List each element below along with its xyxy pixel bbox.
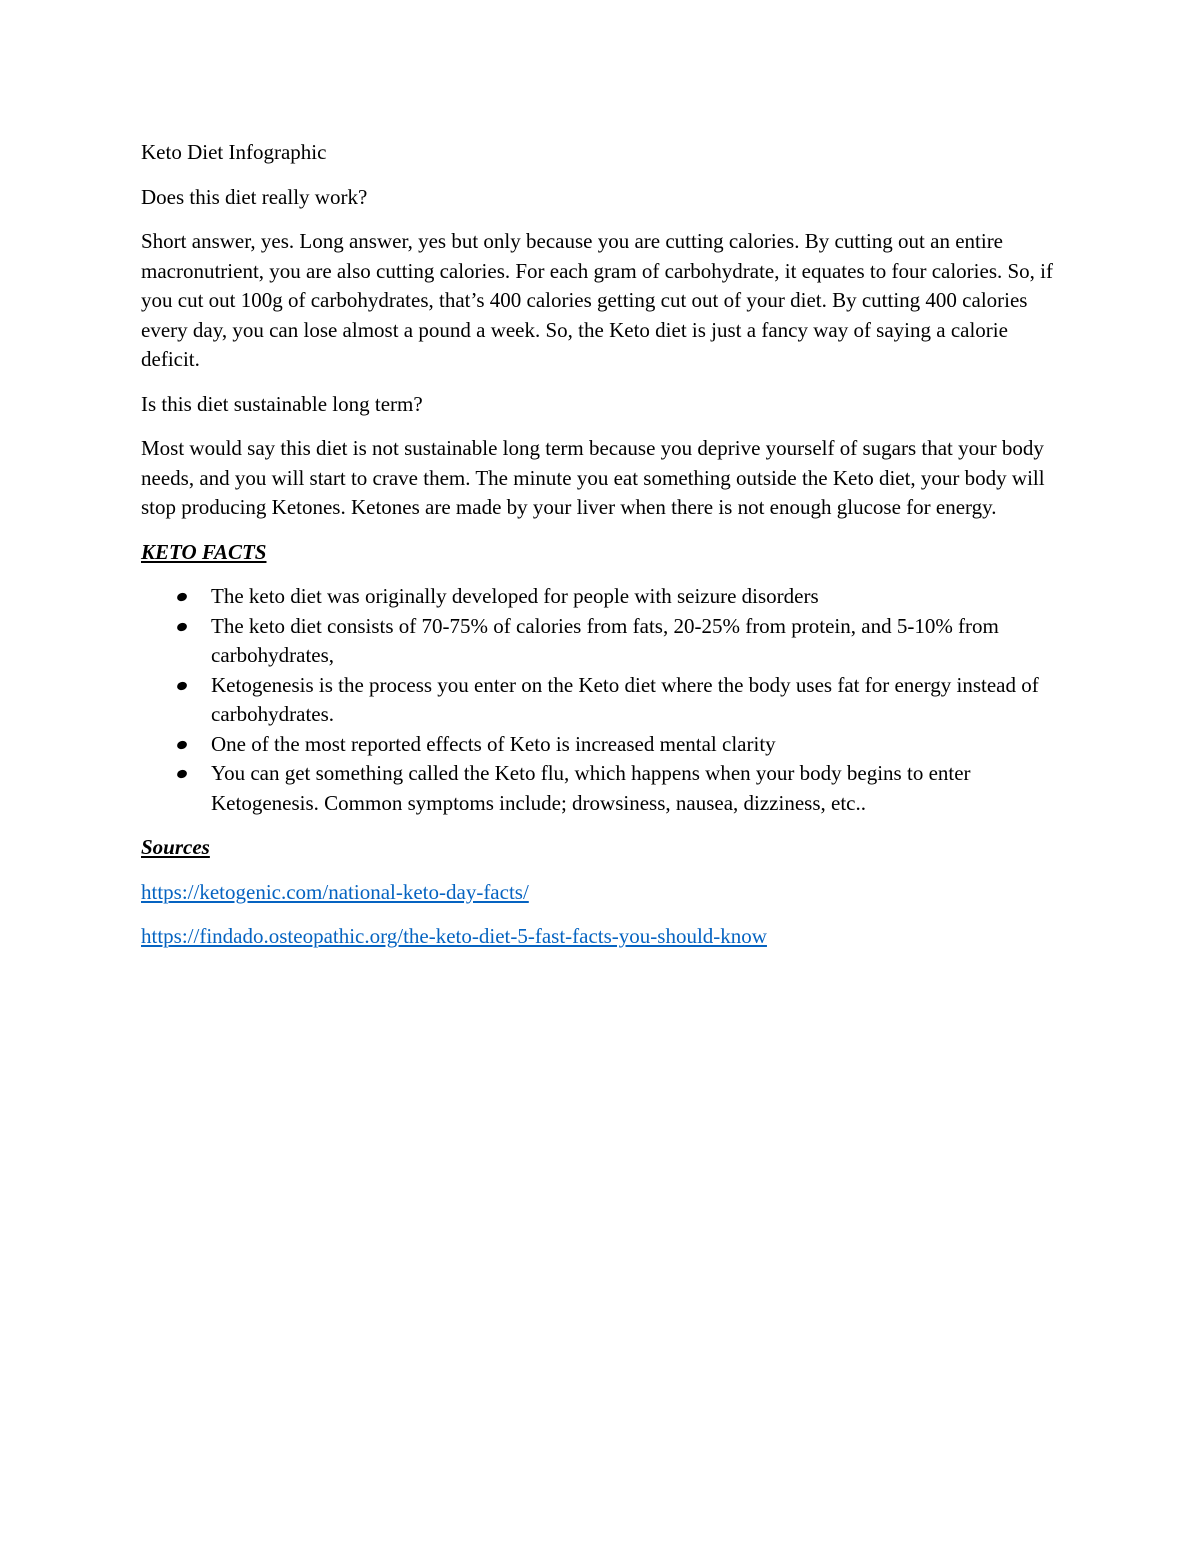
fact-text: The keto diet was originally developed for people with seizure disorders [211, 584, 819, 608]
bullet-icon [176, 592, 188, 603]
bullet-icon [176, 769, 188, 780]
fact-text: Ketogenesis is the process you enter on the Keto diet where the body uses fat for energy instead of carbohydrates. [211, 672, 1039, 726]
source-item [141, 922, 1061, 952]
source-link-ketogenic[interactable]: https://ketogenic.com/national-keto-day-facts/ [141, 879, 529, 904]
question-diet-works: Does this diet really work? [141, 184, 368, 209]
list-item [141, 759, 1061, 818]
document-page [141, 138, 1061, 967]
bullet-icon [176, 621, 188, 632]
list-item [141, 730, 1061, 760]
source-link-osteopathic[interactable]: https://findado.osteopathic.org/the-keto-diet-5-fast-facts-you-should-know [141, 924, 767, 948]
list-item [141, 612, 1061, 671]
keto-facts-list [141, 582, 1061, 818]
sources-heading: Sources [141, 835, 210, 859]
fact-text: One of the most reported effects of Keto is increased mental clarity [211, 731, 776, 756]
bullet-icon [176, 739, 188, 750]
list-item [141, 671, 1061, 730]
bullet-icon [176, 680, 188, 691]
fact-text: You can get something called the Keto flu, which happens when your body begins to enter Ketogenesis. Common symptoms include; drowsiness, nausea, dizziness, etc.. [211, 761, 971, 815]
question-sustainable: Is this diet sustainable long term? [141, 391, 423, 416]
document-title: Keto Diet Infographic [141, 140, 327, 164]
list-item [141, 582, 1061, 612]
keto-facts-heading: KETO FACTS [141, 539, 267, 564]
answer-sustainable: Most would say this diet is not sustainable long term because you deprive yourself of sugars that your body needs, and you will start to crave them. The minute you eat something outside the Keto diet, your body will stop producing Ketones. Ketones are made by your liver when there is not enough glucose for energy. [141, 436, 1045, 519]
fact-text: The keto diet consists of 70-75% of calories from fats, 20-25% from protein, and 5-10% from carbohydrates, [211, 613, 999, 667]
source-item [141, 878, 1061, 908]
answer-diet-works: Short answer, yes. Long answer, yes but only because you are cutting calories. By cutting out an entire macronutrient, you are also cutting calories. For each gram of carbohydrate, it equates to four calories. So, if you cut out 100g of carbohydrates, that’s 400 calories getting cut out of your diet. By cutting 400 calories every day, you can lose almost a pound a week. So, the Keto diet is just a fancy way of saying a calorie deficit. [141, 229, 1054, 371]
